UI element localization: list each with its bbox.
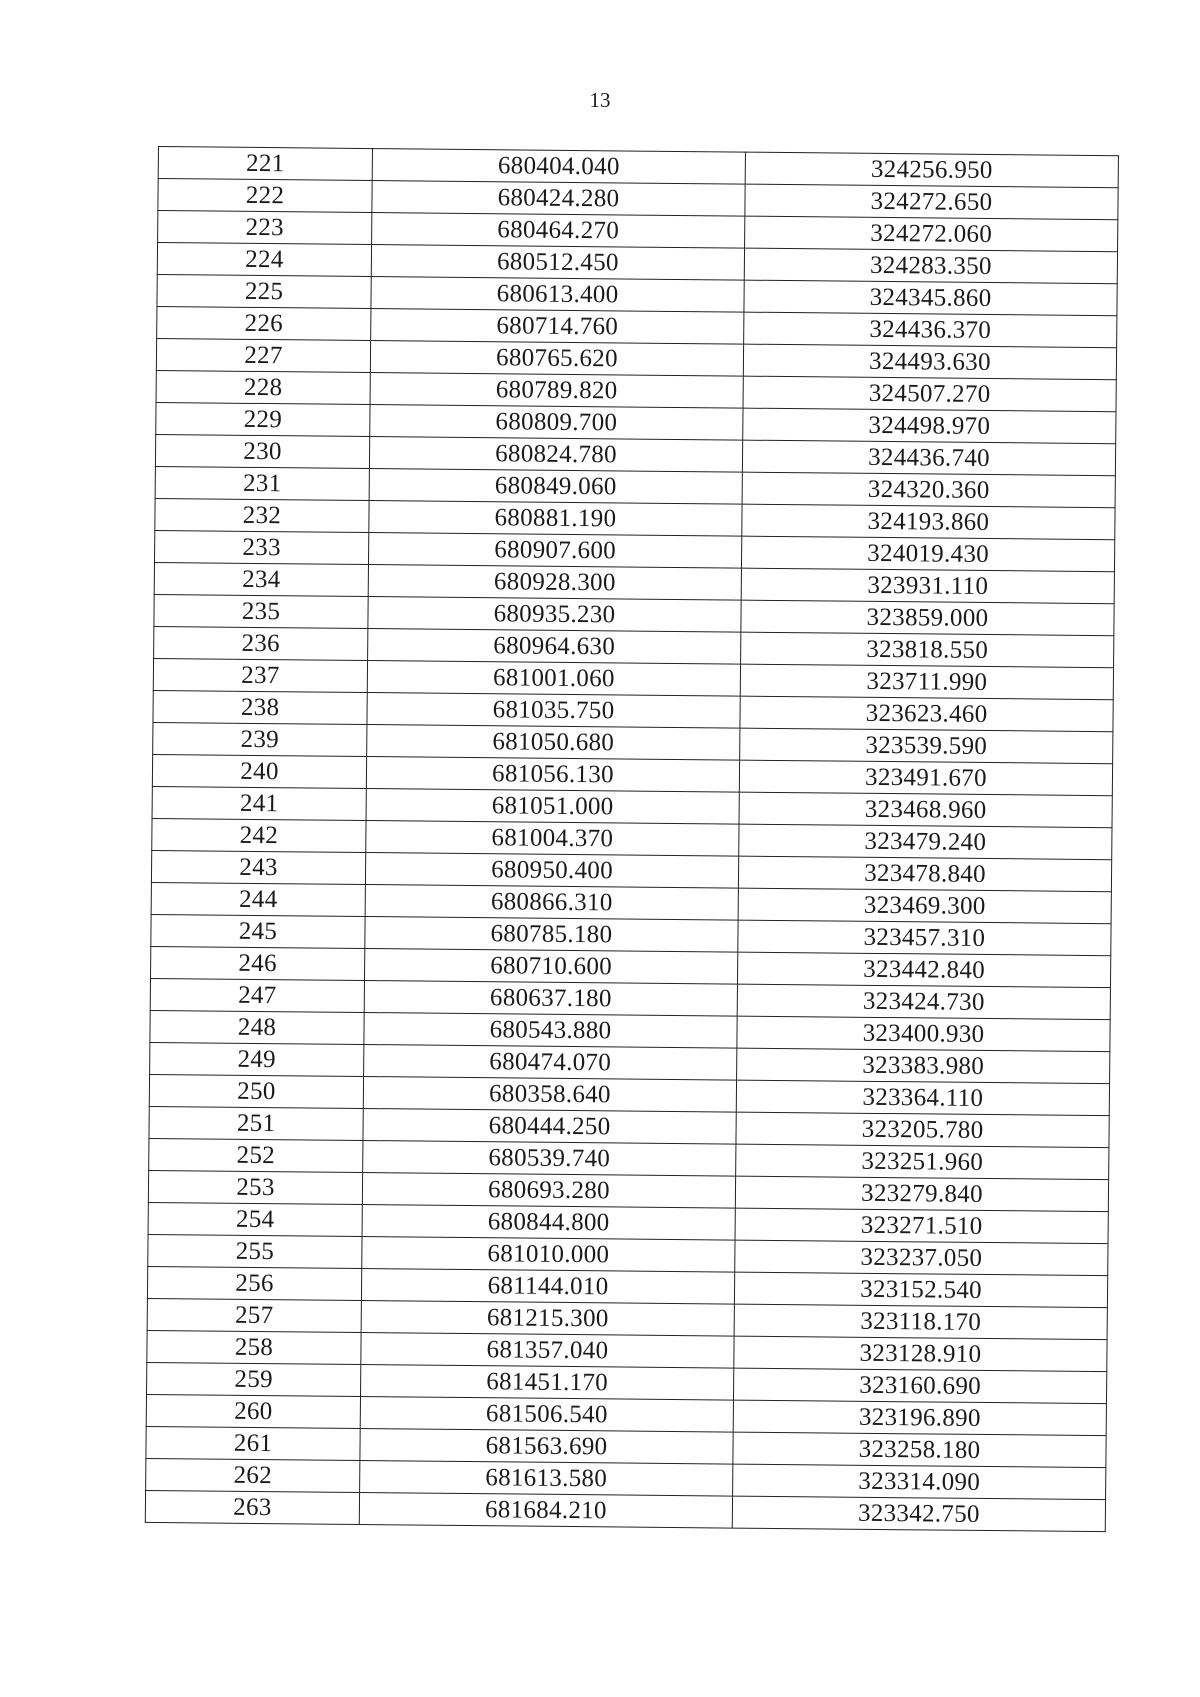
- x-coordinate-cell: 680512.450: [371, 245, 744, 281]
- point-number-cell: 238: [153, 690, 367, 724]
- point-number-cell: 245: [151, 914, 365, 948]
- y-coordinate-cell: 323469.300: [738, 888, 1111, 924]
- y-coordinate-cell: 323196.890: [733, 1400, 1106, 1436]
- point-number-cell: 263: [145, 1490, 359, 1524]
- y-coordinate-cell: 323152.540: [734, 1272, 1107, 1308]
- point-number-cell: 227: [156, 338, 370, 372]
- point-number-cell: 221: [158, 147, 372, 181]
- point-number-cell: 241: [152, 786, 366, 820]
- x-coordinate-cell: 680928.300: [368, 565, 741, 601]
- x-coordinate-cell: 680613.400: [371, 277, 744, 313]
- point-number-cell: 249: [150, 1042, 364, 1076]
- point-number-cell: 236: [154, 626, 368, 660]
- x-coordinate-cell: 681050.680: [367, 725, 740, 761]
- x-coordinate-cell: 680637.180: [364, 981, 737, 1017]
- x-coordinate-cell: 680849.060: [369, 469, 742, 505]
- y-coordinate-cell: 323931.110: [741, 568, 1114, 604]
- y-coordinate-cell: 324272.650: [745, 184, 1118, 220]
- y-coordinate-cell: 323342.750: [732, 1496, 1105, 1532]
- x-coordinate-cell: 680844.800: [362, 1205, 735, 1241]
- x-coordinate-cell: 681613.580: [360, 1460, 733, 1496]
- y-coordinate-cell: 324436.740: [742, 440, 1115, 476]
- y-coordinate-cell: 323258.180: [733, 1432, 1106, 1468]
- point-number-cell: 230: [155, 434, 369, 468]
- point-number-cell: 250: [149, 1074, 363, 1108]
- x-coordinate-cell: 681563.690: [360, 1429, 733, 1465]
- y-coordinate-cell: 324019.430: [741, 536, 1114, 572]
- point-number-cell: 244: [151, 882, 365, 916]
- point-number-cell: 239: [153, 722, 367, 756]
- y-coordinate-cell: 324272.060: [745, 216, 1118, 252]
- point-number-cell: 255: [148, 1234, 362, 1268]
- y-coordinate-cell: 324436.370: [744, 312, 1117, 348]
- x-coordinate-cell: 681010.000: [362, 1237, 735, 1273]
- y-coordinate-cell: 323128.910: [734, 1336, 1107, 1372]
- point-number-cell: 225: [157, 274, 371, 308]
- y-coordinate-cell: 323468.960: [739, 792, 1112, 828]
- point-number-cell: 247: [150, 978, 364, 1012]
- y-coordinate-cell: 323424.730: [737, 984, 1110, 1020]
- y-coordinate-cell: 324320.360: [742, 472, 1115, 508]
- point-number-cell: 235: [154, 594, 368, 628]
- x-coordinate-cell: 680474.070: [364, 1045, 737, 1081]
- coordinates-table: [145, 146, 1119, 1532]
- y-coordinate-cell: 323457.310: [738, 920, 1111, 956]
- point-number-cell: 222: [158, 179, 372, 213]
- point-number-cell: 228: [156, 370, 370, 404]
- x-coordinate-cell: 681357.040: [361, 1333, 734, 1369]
- point-number-cell: 258: [147, 1330, 361, 1364]
- x-coordinate-cell: 680710.600: [364, 949, 737, 985]
- x-coordinate-cell: 680539.740: [363, 1141, 736, 1177]
- point-number-cell: 237: [153, 658, 367, 692]
- point-number-cell: 224: [157, 243, 371, 277]
- point-number-cell: 242: [152, 818, 366, 852]
- y-coordinate-cell: 324256.950: [745, 152, 1118, 188]
- y-coordinate-cell: 323279.840: [735, 1176, 1108, 1212]
- point-number-cell: 259: [147, 1362, 361, 1396]
- point-number-cell: 233: [155, 530, 369, 564]
- x-coordinate-cell: 680464.270: [372, 213, 745, 249]
- point-number-cell: 232: [155, 498, 369, 532]
- point-number-cell: 229: [156, 402, 370, 436]
- point-number-cell: 248: [150, 1010, 364, 1044]
- x-coordinate-cell: 680866.310: [365, 885, 738, 921]
- y-coordinate-cell: 323478.840: [738, 856, 1111, 892]
- x-coordinate-cell: 680404.040: [372, 149, 745, 185]
- x-coordinate-cell: 680785.180: [365, 917, 738, 953]
- point-number-cell: 243: [151, 850, 365, 884]
- point-number-cell: 246: [151, 946, 365, 980]
- point-number-cell: 231: [155, 466, 369, 500]
- y-coordinate-cell: 324283.350: [744, 248, 1117, 284]
- x-coordinate-cell: 680693.280: [362, 1173, 735, 1209]
- x-coordinate-cell: 681035.750: [367, 693, 740, 729]
- y-coordinate-cell: 323491.670: [739, 760, 1112, 796]
- y-coordinate-cell: 323623.460: [740, 696, 1113, 732]
- point-number-cell: 260: [146, 1394, 360, 1428]
- x-coordinate-cell: 681215.300: [361, 1301, 734, 1337]
- x-coordinate-cell: 680789.820: [370, 373, 743, 409]
- page-number: 13: [589, 88, 611, 112]
- x-coordinate-cell: 680964.630: [368, 629, 741, 665]
- point-number-cell: 240: [152, 754, 366, 788]
- point-number-cell: 234: [154, 562, 368, 596]
- y-coordinate-cell: 323479.240: [739, 824, 1112, 860]
- y-coordinate-cell: 323237.050: [735, 1240, 1108, 1276]
- point-number-cell: 252: [149, 1138, 363, 1172]
- x-coordinate-cell: 681451.170: [361, 1365, 734, 1401]
- y-coordinate-cell: 323400.930: [737, 1016, 1110, 1052]
- x-coordinate-cell: 680907.600: [368, 533, 741, 569]
- x-coordinate-cell: 680358.640: [363, 1077, 736, 1113]
- point-number-cell: 223: [158, 211, 372, 245]
- point-number-cell: 226: [157, 306, 371, 340]
- point-number-cell: 262: [146, 1458, 360, 1492]
- point-number-cell: 254: [148, 1202, 362, 1236]
- x-coordinate-cell: 680809.700: [370, 405, 743, 441]
- y-coordinate-cell: 323364.110: [736, 1080, 1109, 1116]
- y-coordinate-cell: 324193.860: [742, 504, 1115, 540]
- x-coordinate-cell: 681684.210: [359, 1492, 732, 1528]
- y-coordinate-cell: 323859.000: [741, 600, 1114, 636]
- y-coordinate-cell: 323160.690: [733, 1368, 1106, 1404]
- y-coordinate-cell: 324507.270: [743, 376, 1116, 412]
- x-coordinate-cell: 681056.130: [366, 757, 739, 793]
- y-coordinate-cell: 323314.090: [733, 1464, 1106, 1500]
- y-coordinate-cell: 323118.170: [734, 1304, 1107, 1340]
- y-coordinate-cell: 324345.860: [744, 280, 1117, 316]
- y-coordinate-cell: 323539.590: [740, 728, 1113, 764]
- point-number-cell: 256: [147, 1266, 361, 1300]
- x-coordinate-cell: 680543.880: [364, 1013, 737, 1049]
- point-number-cell: 261: [146, 1426, 360, 1460]
- y-coordinate-cell: 323251.960: [736, 1144, 1109, 1180]
- y-coordinate-cell: 323383.980: [737, 1048, 1110, 1084]
- point-number-cell: 257: [147, 1298, 361, 1332]
- x-coordinate-cell: 680765.620: [370, 341, 743, 377]
- y-coordinate-cell: 323711.990: [740, 664, 1113, 700]
- x-coordinate-cell: 680714.760: [371, 309, 744, 345]
- x-coordinate-cell: 680935.230: [368, 597, 741, 633]
- y-coordinate-cell: 323818.550: [741, 632, 1114, 668]
- coordinates-table-body: [145, 147, 1118, 1532]
- y-coordinate-cell: 323442.840: [737, 952, 1110, 988]
- x-coordinate-cell: 681004.370: [366, 821, 739, 857]
- x-coordinate-cell: 681144.010: [361, 1269, 734, 1305]
- y-coordinate-cell: 324498.970: [743, 408, 1116, 444]
- point-number-cell: 253: [148, 1170, 362, 1204]
- x-coordinate-cell: 680881.190: [369, 501, 742, 537]
- x-coordinate-cell: 681506.540: [360, 1397, 733, 1433]
- x-coordinate-cell: 680444.250: [363, 1109, 736, 1145]
- point-number-cell: 251: [149, 1106, 363, 1140]
- x-coordinate-cell: 680424.280: [372, 181, 745, 217]
- y-coordinate-cell: 324493.630: [743, 344, 1116, 380]
- x-coordinate-cell: 680824.780: [369, 437, 742, 473]
- y-coordinate-cell: 323205.780: [736, 1112, 1109, 1148]
- x-coordinate-cell: 680950.400: [365, 853, 738, 889]
- x-coordinate-cell: 681001.060: [367, 661, 740, 697]
- y-coordinate-cell: 323271.510: [735, 1208, 1108, 1244]
- x-coordinate-cell: 681051.000: [366, 789, 739, 825]
